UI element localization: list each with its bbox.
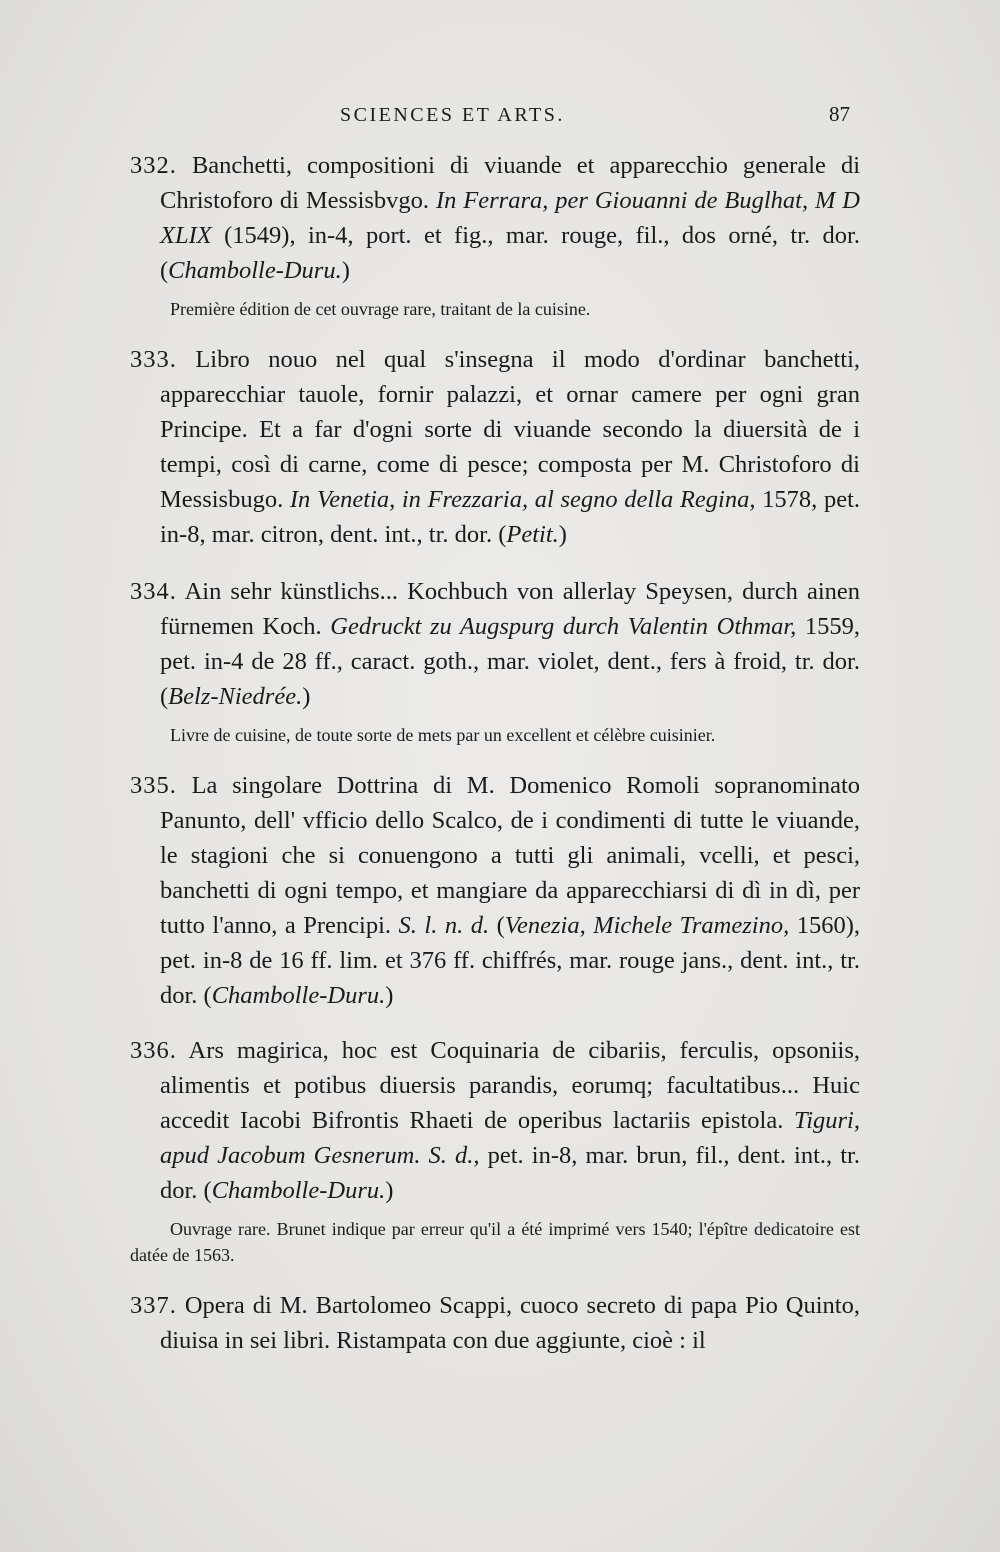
entry-binder: Chambolle-Duru.: [211, 982, 386, 1009]
entry-text: Opera di M. Bartolomeo Scappi, cuoco secreto di papa Pio Quinto, diuisa in sei libri. Ristampata con due aggiunte, cioè : il: [160, 1292, 860, 1354]
entry-number: 337.: [130, 1292, 177, 1319]
entry-note: Première édition de cet ouvrage rare, traitant de la cuisine.: [170, 299, 591, 319]
entry-text: Ain sehr künstlichs... Kochbuch von allerlay Speysen, durch ainen fürnemen Koch.: [160, 578, 861, 640]
entry-imprint: S. l. n. d.: [398, 912, 490, 939]
entry-imprint: In Ferrara, per Giouanni de Buglhat, M D XLIX: [160, 187, 861, 249]
spacer: [130, 1013, 860, 1033]
entry-description: 1578, pet. in-8, mar. citron, dent. int., tr. dor. (: [160, 486, 860, 548]
entry-number: 335.: [130, 772, 177, 799]
spacer: [130, 748, 860, 768]
spacer: [130, 552, 860, 574]
entry-close: ): [385, 1177, 394, 1204]
running-title: SCIENCES ET ARTS.: [340, 104, 565, 126]
catalog-entry-332: [130, 148, 860, 288]
entry-number: 336.: [130, 1037, 177, 1064]
entry-imprint: In Venetia, in Frezzaria, al segno della Regina,: [289, 486, 756, 513]
entry-number: 332.: [130, 152, 177, 179]
catalog-entry-333: [130, 342, 860, 552]
entry-description: 1559, pet. in-4 de 28 ff., caract. goth., mar. violet, dent., fers à froid, tr. dor. (: [160, 613, 860, 710]
entry-text: Ars magirica, hoc est Coquinaria de cibariis, ferculis, opsoniis, alimentis et potibus diuersis parandis, eorumq; facultatibus... Huic accedit Iacobi Bifrontis Rhaeti de operibus lactariis epistola.: [160, 1037, 860, 1134]
entry-close: ): [341, 257, 350, 284]
catalog-body: [130, 148, 860, 1358]
catalog-entry-336: [130, 1033, 860, 1208]
entry-text: Libro nouo nel qual s'insegna il modo d'ordinar banchetti, apparecchiar tauole, fornir palazzi, et ornar camere per ogni gran Principe. Et a far d'ogni sorte di viuande secondo la diuersità de i tempi, così di carne, come di pesce; composta per M. Christoforo di Messisbugo.: [160, 346, 860, 513]
spacer: [130, 322, 860, 342]
catalog-entry-335: [130, 768, 860, 1013]
entry-note: Livre de cuisine, de toute sorte de mets par un excellent et célèbre cuisinier.: [170, 725, 716, 745]
entry-description-2: 1560), pet. in-8 de 16 ff. lim. et 376 ff. chiffrés, mar. rouge jans., dent. int., tr. dor. (: [160, 912, 860, 1009]
entry-close: ): [302, 683, 311, 710]
entry-printer: Venezia, Michele Tramezino,: [504, 912, 790, 939]
entry-binder: Chambolle-Duru.: [211, 1177, 386, 1204]
entry-binder: Petit.: [506, 521, 559, 548]
entry-number: 333.: [130, 346, 177, 373]
catalog-entry-334: [130, 574, 860, 714]
entry-imprint: Tiguri, apud Jacobum Gesnerum. S. d.,: [160, 1107, 860, 1169]
entry-description: pet. in-8, mar. brun, fil., dent. int., tr. dor. (: [160, 1142, 860, 1204]
entry-binder: Belz-Niedrée.: [168, 683, 303, 710]
entry-close: ): [385, 982, 394, 1009]
entry-text: Banchetti, compositioni di viuande et apparecchio generale di Christoforo di Messisbvgo.: [160, 152, 861, 214]
entry-binder: Chambolle-Duru.: [168, 257, 342, 284]
running-head: [150, 100, 850, 130]
entry-description: (: [489, 912, 505, 939]
entry-number: 334.: [130, 578, 177, 605]
catalog-entry-337: [130, 1288, 860, 1358]
entry-description: (1549), in-4, port. et fig., mar. rouge, fil., dos orné, tr. dor. (: [160, 222, 860, 284]
entry-text: La singolare Dottrina di M. Domenico Romoli sopranominato Panunto, dell' vfficio dello Scalco, de i condimenti di tutte le viuande, le stagioni che si conuengono a tutti gli animali, vcelli, et pesci, banchetti di ogni tempo, et mangiare da apparecchiarsi di dì in dì, per tutto l'anno, a Prencipi.: [160, 772, 860, 939]
entry-imprint: Gedruckt zu Augspurg durch Valentin Othmar,: [330, 613, 797, 640]
entry-close: ): [558, 521, 567, 548]
entry-note: Ouvrage rare. Brunet indique par erreur qu'il a été imprimé vers 1540; l'épître dedicatoire est datée de 1563.: [130, 1219, 860, 1265]
spacer: [130, 1268, 860, 1288]
page-number: 87: [829, 102, 850, 126]
